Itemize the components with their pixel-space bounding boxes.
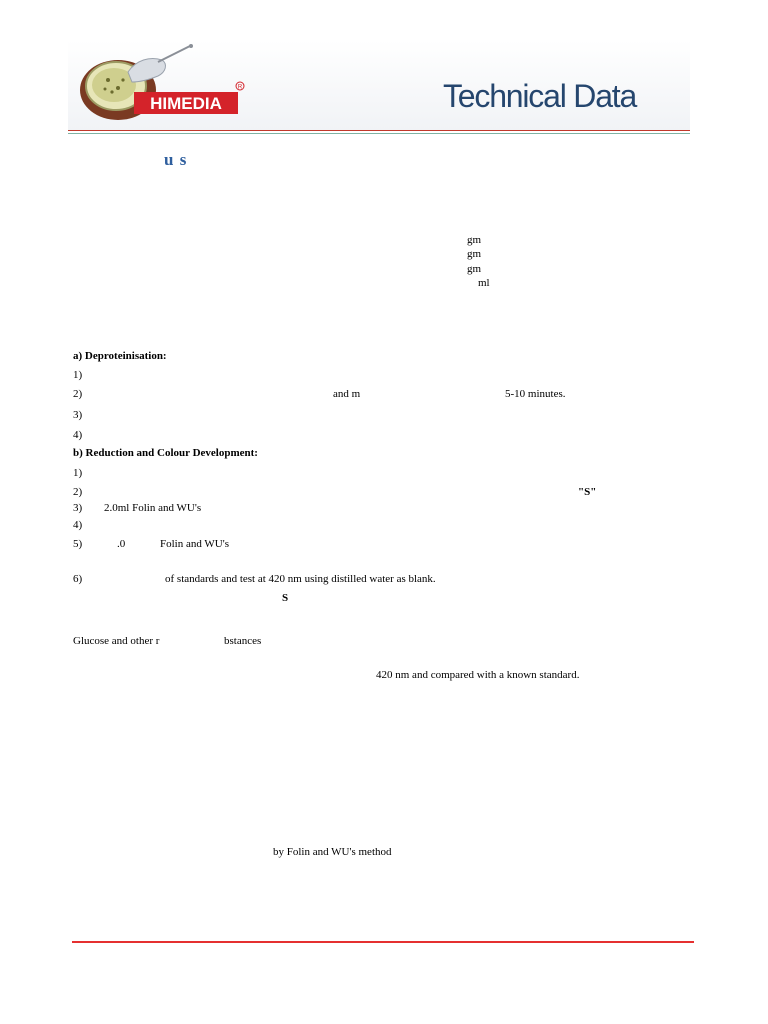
composition-unit: gm <box>467 234 482 246</box>
principle-line-1b: bstances <box>224 635 262 647</box>
composition-unit: ml <box>478 277 490 289</box>
page-title: Technical Data <box>443 78 637 114</box>
b-step-1-num: 1) <box>73 467 83 479</box>
footer-divider <box>72 941 694 943</box>
principle-line-2: 420 nm and compared with a known standard. <box>376 669 580 681</box>
reference-line: by Folin and WU's method <box>273 846 392 858</box>
b-step-5-num: 5) <box>73 538 83 550</box>
header-divider-red <box>68 130 690 131</box>
principle-line-1a: Glucose and other r <box>73 635 160 647</box>
b-step-6-num: 6) <box>73 573 83 585</box>
a-step-2-mid: and m <box>333 388 361 400</box>
logo-text: HIMEDIA <box>150 94 222 113</box>
header-divider-green <box>68 133 690 134</box>
b-step-5-text-a: .0 <box>117 538 126 550</box>
a-step-2-end: 5-10 minutes. <box>505 388 566 400</box>
a-step-3-num: 3) <box>73 409 83 421</box>
b-step-3-num: 3) <box>73 502 83 514</box>
section-a-title: a) Deproteinisation: <box>73 350 167 362</box>
b-step-4-num: 4) <box>73 519 83 531</box>
b-step-6-text: of standards and test at 420 nm using distilled water as blank. <box>165 573 436 585</box>
b-step-2-num: 2) <box>73 486 83 498</box>
himedia-logo <box>70 42 250 124</box>
a-step-1-num: 1) <box>73 369 83 381</box>
a-step-2-num: 2) <box>73 388 83 400</box>
b-step-3-text: 2.0ml Folin and WU's <box>104 502 202 514</box>
svg-text:R: R <box>237 84 243 91</box>
composition-unit: gm <box>467 248 482 260</box>
b-step-2-end: "S" <box>578 486 597 498</box>
b-step-5-text-b: Folin and WU's <box>160 538 230 550</box>
stray-s: S <box>282 592 289 604</box>
a-step-4-num: 4) <box>73 429 83 441</box>
composition-unit: gm <box>467 263 482 275</box>
heading-fragment: u s <box>164 150 188 169</box>
section-b-title: b) Reduction and Colour Development: <box>73 447 258 459</box>
